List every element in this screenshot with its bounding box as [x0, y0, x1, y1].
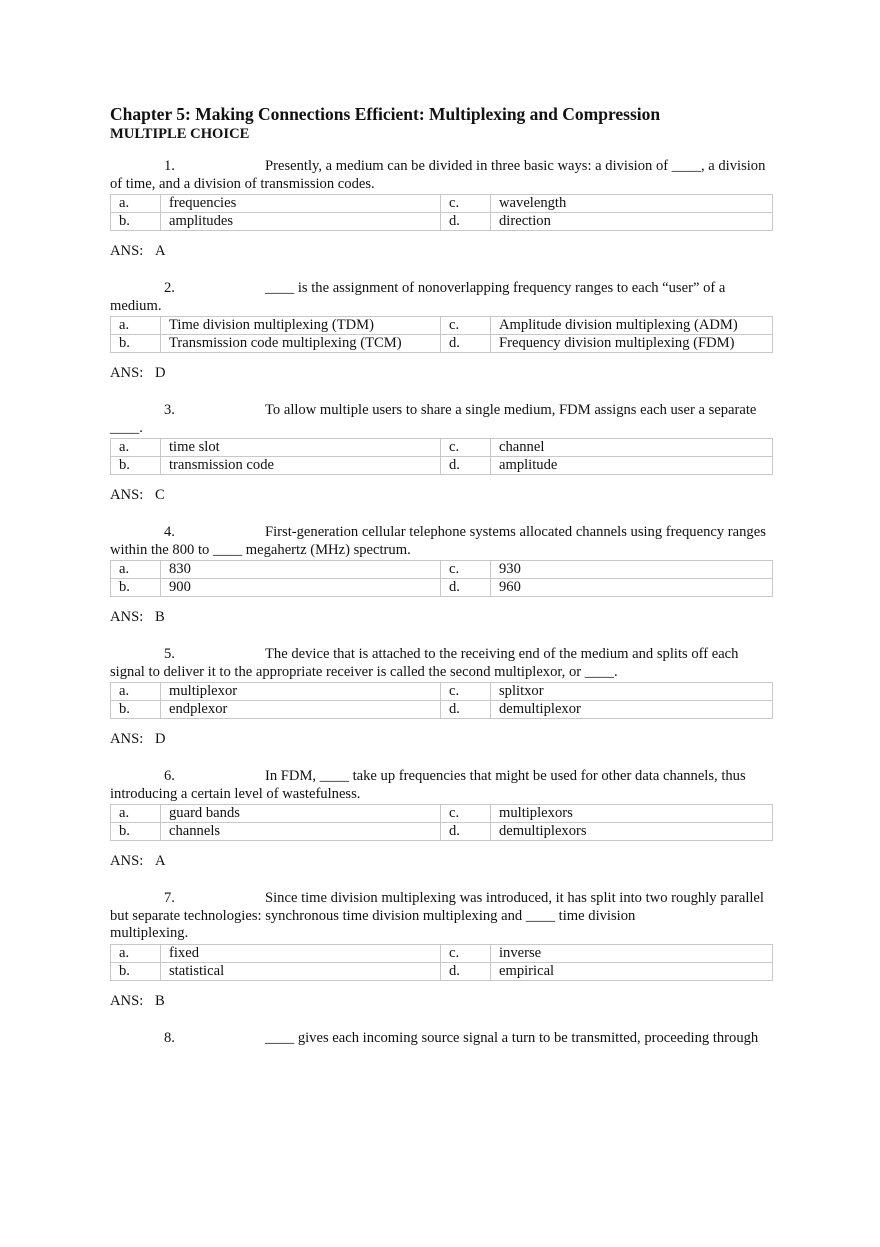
question-stem — [110, 524, 772, 542]
stem-line-1: First-generation cellular telephone systems allocated channels using frequency ranges — [265, 524, 766, 540]
question-1 — [110, 158, 772, 260]
question-stem — [110, 890, 772, 908]
option-a: guard bands — [161, 805, 441, 823]
option-letter-c: c. — [441, 317, 491, 335]
question-6 — [110, 768, 772, 870]
option-b: statistical — [161, 962, 441, 980]
option-c: splitxor — [491, 683, 773, 701]
section-title: MULTIPLE CHOICE — [110, 126, 250, 142]
option-letter-b: b. — [111, 213, 161, 231]
question-number: 2. — [164, 280, 175, 296]
option-letter-a: a. — [111, 317, 161, 335]
answer-label: ANS: — [110, 243, 144, 259]
options-table — [110, 438, 773, 475]
answer-label: ANS: — [110, 731, 144, 747]
options-table — [110, 560, 773, 597]
options-table — [110, 682, 773, 719]
question-number: 3. — [164, 402, 175, 418]
question-number: 5. — [164, 646, 175, 662]
option-letter-d: d. — [441, 457, 491, 475]
answer-label: ANS: — [110, 487, 144, 503]
option-c: channel — [491, 439, 773, 457]
option-d: demultiplexor — [491, 701, 773, 719]
options-row — [111, 317, 773, 335]
option-letter-a: a. — [111, 805, 161, 823]
stem-line-2: but separate technologies: synchronous time division multiplexing and ____ time division — [110, 907, 636, 924]
question-4 — [110, 524, 772, 626]
option-letter-b: b. — [111, 823, 161, 841]
answer-value: D — [155, 365, 166, 381]
option-letter-d: d. — [441, 213, 491, 231]
options-row — [111, 944, 773, 962]
option-letter-c: c. — [441, 683, 491, 701]
question-7 — [110, 890, 772, 1010]
answer-value: C — [155, 487, 165, 503]
option-d: empirical — [491, 962, 773, 980]
option-letter-d: d. — [441, 962, 491, 980]
option-letter-b: b. — [111, 457, 161, 475]
answer-value: D — [155, 731, 166, 747]
question-stem — [110, 768, 772, 786]
options-row — [111, 195, 773, 213]
option-a: 830 — [161, 561, 441, 579]
option-letter-a: a. — [111, 439, 161, 457]
option-letter-d: d. — [441, 335, 491, 353]
options-row — [111, 805, 773, 823]
answer-line — [110, 992, 772, 1010]
stem-line-3: multiplexing. — [110, 925, 189, 941]
question-number: 1. — [164, 158, 175, 174]
option-d: direction — [491, 213, 773, 231]
chapter-title: Chapter 5: Making Connections Efficient: Multiplexing and Compression — [110, 104, 661, 124]
option-letter-b: b. — [111, 335, 161, 353]
option-a: Time division multiplexing (TDM) — [161, 317, 441, 335]
option-letter-a: a. — [111, 944, 161, 962]
answer-value: A — [155, 853, 166, 869]
option-b: Transmission code multiplexing (TCM) — [161, 335, 441, 353]
options-row — [111, 683, 773, 701]
answer-label: ANS: — [110, 992, 144, 1009]
question-number: 6. — [164, 768, 175, 784]
option-letter-c: c. — [441, 195, 491, 213]
answer-line — [110, 608, 772, 626]
stem-line-2: ____. — [110, 419, 143, 436]
question-number: 7. — [164, 890, 175, 906]
option-c: Amplitude division multiplexing (ADM) — [491, 317, 773, 335]
stem-line-1: ____ is the assignment of nonoverlapping frequency ranges to each “user” of a — [265, 280, 726, 296]
answer-line — [110, 364, 772, 382]
question-stem — [110, 402, 772, 420]
answer-label: ANS: — [110, 609, 144, 625]
answer-label: ANS: — [110, 853, 144, 869]
option-letter-a: a. — [111, 561, 161, 579]
stem-line-2: within the 800 to ____ megahertz (MHz) spectrum. — [110, 541, 411, 558]
option-a: fixed — [161, 944, 441, 962]
option-d: amplitude — [491, 457, 773, 475]
option-letter-d: d. — [441, 823, 491, 841]
answer-line — [110, 242, 772, 260]
option-d: Frequency division multiplexing (FDM) — [491, 335, 773, 353]
stem-line-1: To allow multiple users to share a single medium, FDM assigns each user a separate — [265, 402, 757, 418]
stem-line-2: signal to deliver it to the appropriate receiver is called the second multiplexor, or ____. — [110, 663, 618, 680]
answer-line — [110, 486, 772, 504]
option-a: frequencies — [161, 195, 441, 213]
option-letter-b: b. — [111, 962, 161, 980]
question-stem — [110, 280, 772, 298]
option-letter-b: b. — [111, 579, 161, 597]
question-stem — [110, 158, 772, 176]
option-c: inverse — [491, 944, 773, 962]
options-table — [110, 944, 773, 981]
answer-value: A — [155, 243, 166, 259]
options-row — [111, 213, 773, 231]
stem-line-2: of time, and a division of transmission codes. — [110, 175, 375, 192]
options-row — [111, 701, 773, 719]
option-c: 930 — [491, 561, 773, 579]
option-letter-a: a. — [111, 195, 161, 213]
question-8 — [110, 1030, 772, 1048]
option-b: channels — [161, 823, 441, 841]
option-letter-d: d. — [441, 701, 491, 719]
stem-line-1: In FDM, ____ take up frequencies that might be used for other data channels, thus — [265, 768, 746, 784]
stem-line-2: medium. — [110, 297, 162, 314]
options-row — [111, 823, 773, 841]
option-d: 960 — [491, 579, 773, 597]
answer-line — [110, 852, 772, 870]
option-a: time slot — [161, 439, 441, 457]
option-b: amplitudes — [161, 213, 441, 231]
stem-line-1: The device that is attached to the receiving end of the medium and splits off each — [265, 646, 739, 662]
options-table — [110, 316, 773, 353]
question-stem — [110, 1030, 772, 1048]
answer-value: B — [155, 609, 165, 625]
option-letter-c: c. — [441, 944, 491, 962]
options-row — [111, 439, 773, 457]
options-table — [110, 804, 773, 841]
options-row — [111, 335, 773, 353]
option-letter-c: c. — [441, 439, 491, 457]
stem-line-1: Presently, a medium can be divided in three basic ways: a division of ____, a division — [265, 158, 766, 174]
option-b: transmission code — [161, 457, 441, 475]
answer-value: B — [155, 992, 165, 1009]
stem-line-1: ____ gives each incoming source signal a turn to be transmitted, proceeding through — [265, 1029, 759, 1046]
option-d: demultiplexors — [491, 823, 773, 841]
question-stem — [110, 646, 772, 664]
option-letter-d: d. — [441, 579, 491, 597]
question-number: 8. — [164, 1029, 175, 1046]
stem-line-2: introducing a certain level of wastefulness. — [110, 785, 361, 802]
options-row — [111, 962, 773, 980]
option-c: multiplexors — [491, 805, 773, 823]
question-3 — [110, 402, 772, 504]
option-b: endplexor — [161, 701, 441, 719]
answer-label: ANS: — [110, 365, 144, 381]
document-page — [110, 104, 772, 1047]
options-table — [110, 194, 773, 231]
question-5 — [110, 646, 772, 748]
option-c: wavelength — [491, 195, 773, 213]
options-row — [111, 579, 773, 597]
stem-line-1: Since time division multiplexing was introduced, it has split into two roughly parallel — [265, 890, 764, 906]
answer-line — [110, 730, 772, 748]
option-letter-b: b. — [111, 701, 161, 719]
option-letter-a: a. — [111, 683, 161, 701]
option-letter-c: c. — [441, 561, 491, 579]
options-row — [111, 457, 773, 475]
options-row — [111, 561, 773, 579]
option-letter-c: c. — [441, 805, 491, 823]
option-a: multiplexor — [161, 683, 441, 701]
question-number: 4. — [164, 524, 175, 540]
question-2 — [110, 280, 772, 382]
option-b: 900 — [161, 579, 441, 597]
